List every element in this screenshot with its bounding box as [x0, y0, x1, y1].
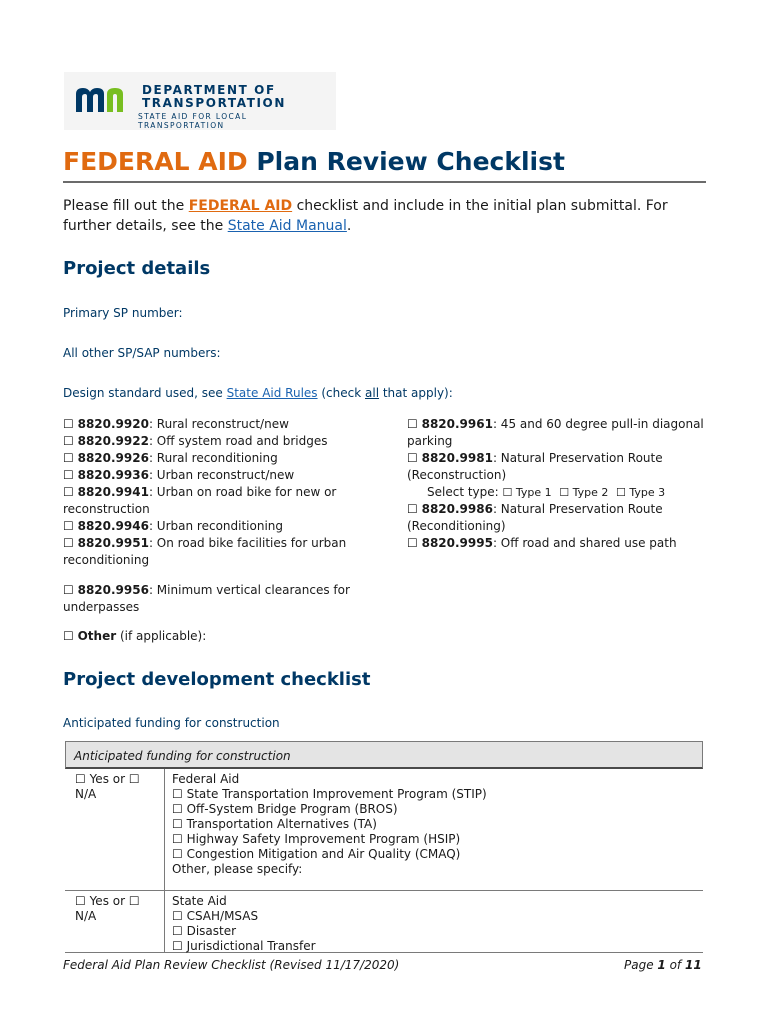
- csah-msas-checkbox[interactable]: ☐ CSAH/MSAS: [172, 909, 259, 923]
- checkbox-icon: ☐: [407, 536, 418, 550]
- page-of: of: [665, 958, 685, 972]
- item-code: 8820.9986: [421, 502, 493, 516]
- item-text: : Urban on road bike for new or reconstruction: [63, 485, 337, 516]
- item-code: 8820.9951: [77, 536, 149, 550]
- other-specify: Other, please specify:: [172, 862, 303, 876]
- checkbox-item-9941[interactable]: [63, 484, 383, 518]
- hsip-checkbox[interactable]: ☐ Highway Safety Improvement Program (HSIP): [172, 832, 461, 846]
- checkbox-icon: ☐: [63, 434, 74, 448]
- footer-document-title: Federal Aid Plan Review Checklist (Revised 11/17/2020): [63, 958, 400, 972]
- item-text: : On road bike facilities for urban reconditioning: [63, 536, 347, 567]
- intro-text-2: checklist and include in the initial plan submittal. For further details, see the: [63, 198, 668, 234]
- project-development-heading: Project development checklist: [63, 669, 371, 690]
- item-code: 8820.9936: [77, 468, 149, 482]
- cell-title: State Aid: [172, 894, 227, 908]
- item-text: : Off road and shared use path: [492, 536, 677, 550]
- checkbox-icon: ☐: [63, 417, 74, 431]
- design-text-1: Design standard used, see: [63, 386, 227, 400]
- type-3-checkbox[interactable]: ☐ Type 3: [616, 486, 666, 499]
- page-title: [63, 147, 565, 176]
- yes-na-option: ☐ Yes or ☐: [75, 772, 140, 786]
- checkbox-icon: ☐: [407, 417, 418, 431]
- funding-subheading: Anticipated funding for construction: [63, 716, 280, 730]
- cell-title: Federal Aid: [172, 772, 240, 786]
- checkbox-item-9961[interactable]: [407, 416, 725, 450]
- bros-checkbox[interactable]: ☐ Off-System Bridge Program (BROS): [172, 802, 398, 816]
- checkbox-icon: ☐: [63, 451, 74, 465]
- checkbox-icon: ☐: [63, 485, 74, 499]
- design-standards-right: [407, 416, 725, 552]
- funding-table: [65, 741, 703, 953]
- intro-text-3: .: [346, 218, 352, 234]
- state-aid-manual-link[interactable]: State Aid Manual: [227, 218, 347, 234]
- logo-transportation: TRANSPORTATION: [142, 96, 286, 110]
- cmaq-checkbox[interactable]: ☐ Congestion Mitigation and Air Quality (CMAQ): [172, 847, 461, 861]
- federal-aid-cell: [165, 769, 703, 890]
- title-divider: [63, 181, 706, 183]
- checkbox-item-9920[interactable]: [63, 416, 383, 433]
- yes-na-option: ☐ Yes or ☐: [75, 894, 140, 908]
- stip-checkbox[interactable]: ☐ State Transportation Improvement Program (STIP): [172, 787, 487, 801]
- checkbox-item-other[interactable]: [63, 628, 206, 645]
- state-aid-rules-link[interactable]: State Aid Rules: [226, 386, 318, 400]
- logo-subtitle: STATE AID FOR LOCAL TRANSPORTATION: [138, 112, 248, 130]
- design-text-3: that apply):: [379, 386, 453, 400]
- current-page: 1: [657, 958, 666, 972]
- state-aid-cell: [165, 891, 703, 952]
- checkbox-item-9951[interactable]: [63, 535, 383, 569]
- item-text: : Off system road and bridges: [148, 434, 328, 448]
- item-code: 8820.9926: [77, 451, 149, 465]
- item-text: : Minimum vertical clearances for underpasses: [63, 583, 350, 614]
- yes-na-cell[interactable]: [65, 769, 165, 890]
- item-code: 8820.9981: [421, 451, 493, 465]
- project-details-heading: Project details: [63, 258, 211, 279]
- table-row: [65, 891, 703, 953]
- page-label: Page: [624, 958, 658, 972]
- page-number: [624, 958, 702, 972]
- item-text: : 45 and 60 degree pull-in diagonal parking: [407, 417, 704, 448]
- mn-logo-icon: [74, 84, 136, 114]
- yes-na-cell[interactable]: [65, 891, 165, 952]
- na-option: N/A: [75, 909, 97, 923]
- checkbox-item-9995[interactable]: [407, 535, 725, 552]
- funding-table-header: Anticipated funding for construction: [65, 741, 703, 769]
- design-text-2: (check: [317, 386, 365, 400]
- title-accent: FEDERAL AID: [63, 147, 248, 176]
- total-pages: 11: [684, 958, 702, 972]
- intro-paragraph: [63, 196, 703, 236]
- item-code: 8820.9941: [77, 485, 149, 499]
- checkbox-item-9946[interactable]: [63, 518, 383, 535]
- item-code: 8820.9956: [77, 583, 149, 597]
- checkbox-icon: ☐: [407, 451, 418, 465]
- checkbox-icon: ☐: [63, 468, 74, 482]
- item-text: : Urban reconstruct/new: [148, 468, 295, 482]
- other-label: Other: [77, 629, 117, 643]
- other-text: (if applicable):: [116, 629, 207, 643]
- primary-sp-label: Primary SP number:: [63, 306, 183, 320]
- item-text: : Urban reconditioning: [148, 519, 284, 533]
- title-rest: Plan Review Checklist: [247, 147, 565, 176]
- checkbox-icon: ☐: [63, 583, 74, 597]
- logo-department: DEPARTMENT OF: [142, 83, 276, 97]
- design-standards-left: [63, 416, 383, 569]
- checkbox-icon: ☐: [407, 502, 418, 516]
- design-all: all: [365, 386, 380, 400]
- mndot-logo: [64, 72, 336, 130]
- item-text: : Rural reconditioning: [148, 451, 278, 465]
- checkbox-item-9981[interactable]: [407, 450, 725, 484]
- type-2-checkbox[interactable]: ☐ Type 2: [559, 486, 609, 499]
- na-option: N/A: [75, 787, 97, 801]
- item-code: 8820.9961: [421, 417, 493, 431]
- item-text: : Rural reconstruct/new: [148, 417, 289, 431]
- item-text: : Natural Preservation Route (Reconstruction): [407, 451, 663, 482]
- item-code: 8820.9920: [77, 417, 149, 431]
- checkbox-item-9956[interactable]: [63, 582, 383, 616]
- item-code: 8820.9946: [77, 519, 149, 533]
- type-1-checkbox[interactable]: ☐ Type 1: [502, 486, 552, 499]
- item-code: 8820.9995: [421, 536, 493, 550]
- checkbox-item-9922[interactable]: [63, 433, 383, 450]
- other-sp-label: All other SP/SAP numbers:: [63, 346, 221, 360]
- checkbox-item-9926[interactable]: [63, 450, 383, 467]
- intro-federal-aid: FEDERAL AID: [188, 198, 293, 214]
- item-text: : Natural Preservation Route (Reconditioning): [407, 502, 663, 533]
- checkbox-icon: ☐: [63, 536, 74, 550]
- checkbox-item-9986[interactable]: [407, 501, 725, 535]
- intro-text-1: Please fill out the: [63, 198, 189, 214]
- disaster-checkbox[interactable]: ☐ Disaster: [172, 924, 237, 938]
- item-code: 8820.9922: [77, 434, 149, 448]
- jurisdictional-transfer-checkbox[interactable]: ☐ Jurisdictional Transfer: [172, 939, 316, 953]
- checkbox-item-9936[interactable]: [63, 467, 383, 484]
- checkbox-icon: ☐: [63, 519, 74, 533]
- table-row: [65, 769, 703, 891]
- design-standard-label: [63, 386, 453, 400]
- ta-checkbox[interactable]: ☐ Transportation Alternatives (TA): [172, 817, 377, 831]
- npr-type-select: [407, 484, 725, 501]
- select-type-label: Select type:: [427, 485, 503, 499]
- checkbox-icon: ☐: [63, 629, 74, 643]
